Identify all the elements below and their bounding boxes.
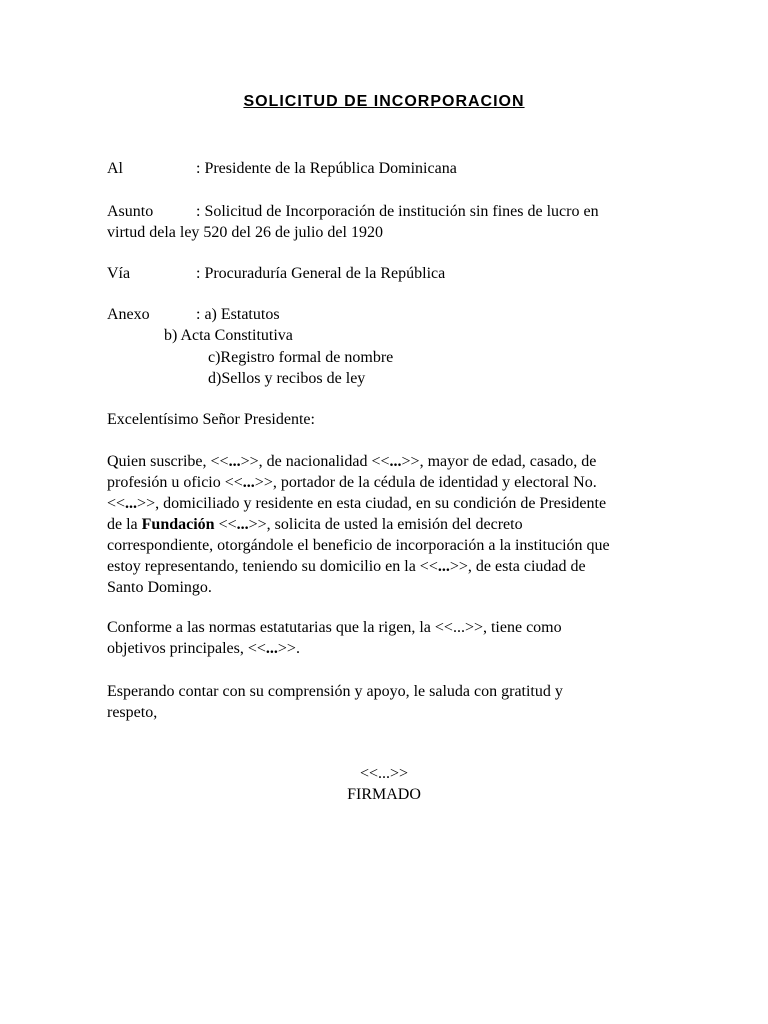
addressee-value: : Presidente de la República Dominicana [196, 160, 457, 177]
paragraph-line: respeto, [107, 704, 158, 721]
paragraph-line: <<...>>, domiciliado y residente en esta ciudad, en su condición de Presidente [107, 495, 607, 512]
annex-item: c)Registro formal de nombre [208, 349, 394, 366]
annex-item: d)Sellos y recibos de ley [208, 370, 366, 387]
placeholder-ellipsis: ... [265, 640, 278, 657]
via-line [107, 263, 445, 284]
paragraph-line: estoy representando, teniendo su domicilio en la <<...>>, de esta ciudad de [107, 558, 586, 575]
paragraph-line: Quien suscribe, <<...>>, de nacionalidad <<...>>, mayor de edad, casado, de [107, 453, 597, 470]
foundation-word: Fundación [141, 516, 215, 533]
annex-line [107, 304, 280, 325]
paragraph-line: de la Fundación <<...>>, solicita de usted la emisión del decreto [107, 516, 523, 533]
paragraph-line: correspondiente, otorgándole el beneficio de incorporación a la institución que [107, 537, 610, 554]
placeholder-ellipsis: ... [228, 453, 241, 470]
body-paragraph-1 [107, 451, 667, 598]
paragraph-line: profesión u oficio <<...>>, portador de la cédula de identidad y electoral No. [107, 474, 597, 491]
placeholder-ellipsis: ... [242, 474, 255, 491]
addressee-line [107, 158, 457, 179]
body-paragraph-3 [107, 681, 667, 723]
via-value: : Procuraduría General de la República [196, 265, 446, 282]
annex-item: b) Acta Constitutiva [164, 327, 293, 344]
salutation: Excelentísimo Señor Presidente: [107, 411, 315, 428]
document-title: SOLICITUD DE INCORPORACION [243, 93, 525, 110]
via-label: Vía [107, 265, 131, 282]
placeholder-ellipsis: ... [389, 453, 402, 470]
addressee-label: Al [107, 160, 123, 177]
annex-item: : a) Estatutos [196, 306, 280, 323]
body-paragraph-2 [107, 617, 667, 659]
subject-label: Asunto [107, 203, 154, 220]
annex-label: Anexo [107, 306, 150, 323]
signature-placeholder: <<...>> [359, 765, 409, 782]
placeholder-ellipsis: ... [437, 558, 450, 575]
placeholder-ellipsis: ... [236, 516, 249, 533]
paragraph-line: Esperando contar con su comprensión y apoyo, le saluda con gratitud y [107, 683, 563, 700]
signature-label: FIRMADO [347, 786, 421, 803]
subject-value: : Solicitud de Incorporación de institución sin fines de lucro en [196, 203, 599, 220]
paragraph-line: Conforme a las normas estatutarias que la rigen, la <<...>>, tiene como [107, 619, 562, 636]
placeholder-ellipsis: ... [125, 495, 138, 512]
paragraph-line: Santo Domingo. [107, 579, 212, 596]
subject-line [107, 201, 599, 222]
subject-line-2: virtud dela ley 520 del 26 de julio del 1920 [107, 224, 383, 241]
paragraph-line: objetivos principales, <<...>>. [107, 640, 300, 657]
